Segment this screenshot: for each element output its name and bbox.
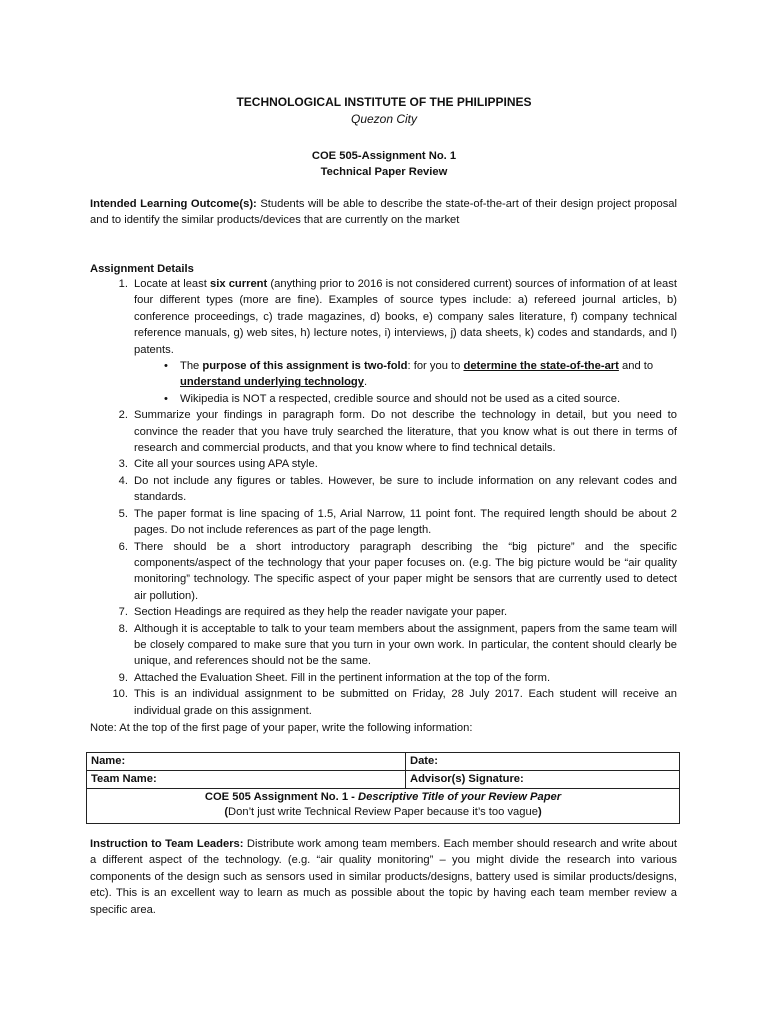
list-item: 1. Locate at least six current (anything prior to 2016 is not considered current) sources of information of at least four different types (more are fine). Examples of source types include: a) refereed journal articles, b) conference proceedings, c) trade magazines, d) books, e) company sales literature, f) company technical reference manuals, g) web sites, h) lecture notes, i) interviews, j) data sheets, k) codes and standards, and l) patents. • The purpose of this assignment is two-fold: for you to determine the state-of-the-art and to understand underlying technology. • Wikipedia is NOT a respected, credible source and should not be used as a cited source. [112,276,677,407]
list-item: 5. The paper format is line spacing of 1.5, Arial Narrow, 11 point font. The required length should be about 2 pages. Do not include references as part of the page length. [118,507,677,537]
team-leaders-label: Instruction to Team Leaders: [90,838,244,850]
details-list [112,276,677,719]
assignment-title: Technical Paper Review [320,166,448,178]
ilo-label: Intended Learning Outcome(s): [90,198,257,210]
title-instruction-cell: COE 505 Assignment No. 1 - Descriptive Title of your Review Paper (Don’t just write Technical Review Paper because it’s too vague) [87,789,680,824]
list-item: 4. Do not include any figures or tables. However, be sure to include information on any relevant codes and standards. [118,474,677,504]
list-item: 7. Section Headings are required as they help the reader navigate your paper. [118,606,508,619]
list-item: 2. Summarize your findings in paragraph form. Do not describe the technology in detail, but you need to convince the reader that you have truly searched the literature, that you know what is out there in terms of research and commercial products, and that you know where to find technical details. [118,409,677,455]
ilo-text: Students will be able to describe the state-of-the-art of their design project proposal and to identify the similar products/devices that are currently on the market [90,198,677,227]
city-subtitle: Quezon City [350,112,418,126]
bullet-icon: • [164,392,168,405]
bullet-icon: • [164,360,168,373]
institution-title: TECHNOLOGICAL INSTITUTE OF THE PHILIPPINES [236,95,532,109]
list-item: 6. There should be a short introductory paragraph describing the “big picture” and the specific components/aspect of the technology that your paper focuses on. (e.g. The big picture would be “air quality monitoring” technology. The specific aspect of your paper might be sensors that are currently used to detect air pollution). [118,540,677,602]
date-cell: Date: [406,753,680,771]
ilo-paragraph [90,196,677,229]
info-table [86,752,680,824]
sub-bullets [134,358,677,407]
list-item: 9. Attached the Evaluation Sheet. Fill in the pertinent information at the top of the form. [118,671,551,684]
list-item: 10. This is an individual assignment to be submitted on Friday, 28 July 2017. Each student will receive an individual grade on this assignment. [112,688,677,717]
assignment-number: COE 505-Assignment No. 1 [311,150,457,162]
bullet-item: • The purpose of this assignment is two-fold: for you to determine the state-of-the-art and to understand underlying technology. [164,360,654,389]
name-cell: Name: [87,753,406,771]
note-text: Note: At the top of the first page of your paper, write the following information: [90,722,473,734]
list-item: 3. Cite all your sources using APA style. [118,458,318,471]
list-item: 8. Although it is acceptable to talk to your team members about the assignment, papers from the same team will be closely compared to make sure that you turn in your own work. In particular, the content should clearly be unique, and references should not be the same. [118,622,677,668]
bullet-item: • Wikipedia is NOT a respected, credible source and should not be used as a cited source. [158,391,677,407]
details-heading: Assignment Details [90,263,194,275]
advisor-signature-cell: Advisor(s) Signature: [406,771,680,789]
team-leaders-text: Distribute work among team members. Each member should research and write about a different aspect of the technology. (e.g. “air quality monitoring” – you might divide the research into various components of the design such as sensors used in similar products/designs, battery used is similar products/designs, etc). This is an excellent way to learn as much as possible about the topic by having each team member review a specific area. [90,838,677,916]
team-leaders-paragraph [90,836,677,918]
team-name-cell: Team Name: [87,771,406,789]
